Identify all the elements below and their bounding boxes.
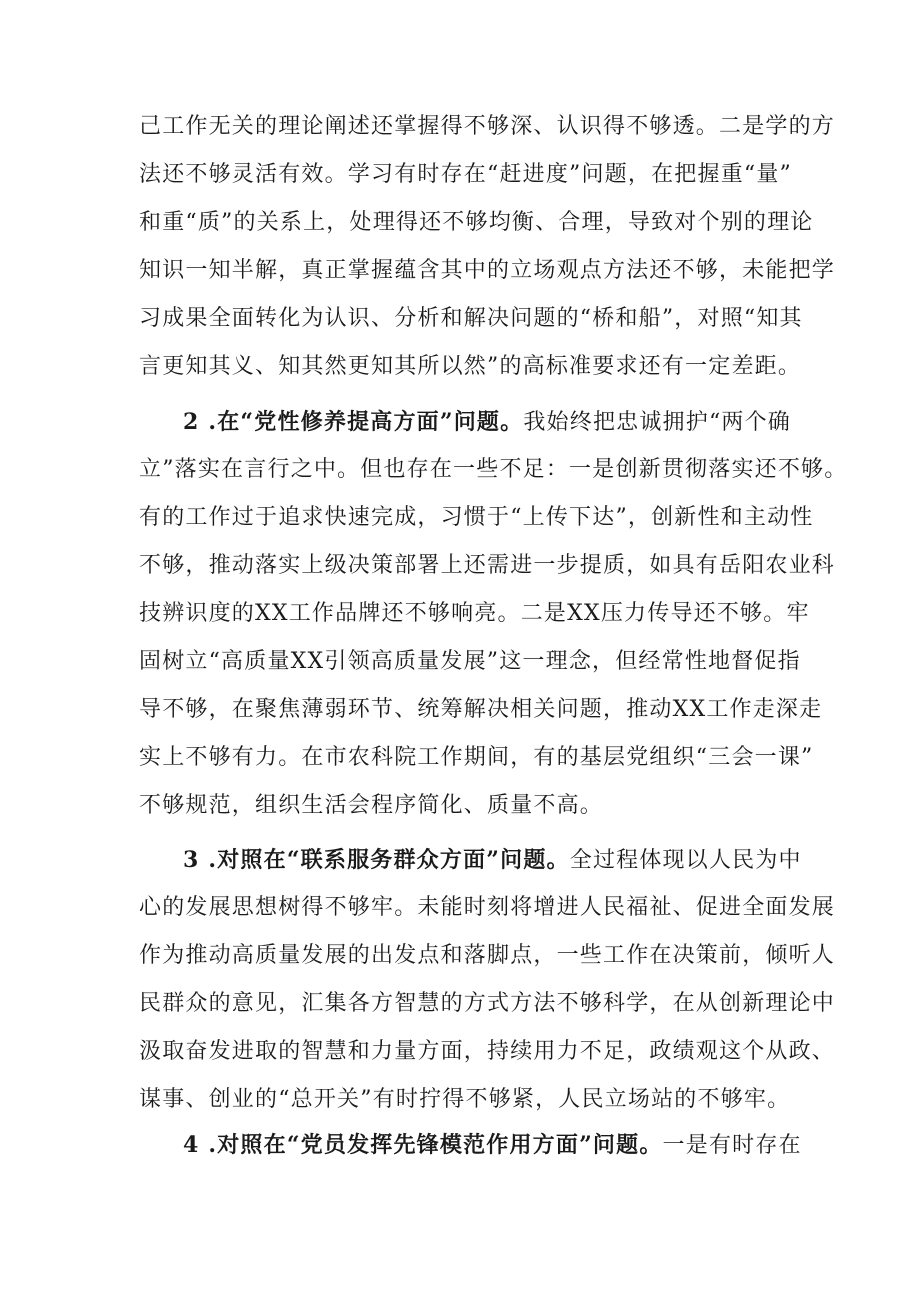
paragraph-1 [139, 103, 836, 391]
text-line: 不够，推动落实上级决策部署上还需进一步提质，如具有岳阳农业科 [139, 553, 836, 578]
text-line: 不够规范，组织生活会程序简化、质量不高。 [139, 793, 604, 818]
text-line: 固树立“高质量XX引领高质量发展”这一理念，但经常性地督促指 [139, 649, 801, 674]
paragraph-4 [139, 1121, 802, 1169]
text-line: 导不够，在聚焦薄弱环节、统筹解决相关问题，推动XX工作走深走 [139, 697, 823, 722]
paragraph-3 [139, 836, 836, 1124]
paragraph-2 [139, 398, 848, 830]
section-heading: 2 .在“党性修养提高方面”问题。 [183, 409, 524, 435]
text-line: 心的发展思想树得不够牢。未能时刻将增进人民福祉、促进全面发展 [139, 895, 836, 920]
text-line: 立”落实在言行之中。但也存在一些不足：一是创新贯彻落实还不够。 [139, 457, 848, 482]
text-line: 法还不够灵活有效。学习有时存在“赶进度”问题，在把握重“量” [139, 162, 792, 187]
section-heading: 4 .对照在“党员发挥先锋模范作用方面”问题。 [183, 1132, 663, 1158]
text-line: 己工作无关的理论阐述还掌握得不够深、认识得不够透。二是学的方 [139, 114, 836, 139]
text-line: 言更知其义、知其然更知其所以然”的高标准要求还有一定差距。 [139, 354, 802, 379]
text-run: 一是有时存在 [662, 1133, 802, 1158]
text-line: 汲取奋发进取的智慧和力量方面，持续用力不足，政绩观这个从政、 [139, 1039, 836, 1064]
text-line: 技辨识度的XX工作品牌还不够响亮。二是XX压力传导还不够。牢 [139, 601, 810, 626]
section-heading: 3 .对照在“联系服务群众方面”问题。 [183, 847, 570, 873]
text-line: 知识一知半解，真正掌握蕴含其中的立场观点方法还不够，未能把学 [139, 258, 836, 283]
text-line: 民群众的意见，汇集各方智慧的方式方法不够科学，在从创新理论中 [139, 991, 836, 1016]
paragraph-first-line [139, 1121, 802, 1169]
text-run: 全过程体现以人民为中 [569, 848, 802, 873]
text-line: 实上不够有力。在市农科院工作期间，有的基层党组织“三会一课” [139, 745, 814, 770]
text-line: 谋事、创业的“总开关”有时拧得不够紧，人民立场站的不够牢。 [139, 1087, 791, 1112]
text-line: 作为推动高质量发展的出发点和落脚点，一些工作在决策前，倾听人 [139, 943, 836, 968]
text-line: 有的工作过于追求快速完成，习惯于“上传下达”，创新性和主动性 [139, 505, 814, 530]
text-run: 我始终把忠诚拥护“两个确 [523, 410, 791, 435]
paragraph-first-line [139, 398, 791, 446]
paragraph-first-line [139, 836, 802, 884]
text-line: 习成果全面转化为认识、分析和解决问题的“桥和船”，对照“知其 [139, 306, 803, 331]
text-line: 和重“质”的关系上，处理得还不够均衡、合理，导致对个别的理论 [139, 210, 814, 235]
